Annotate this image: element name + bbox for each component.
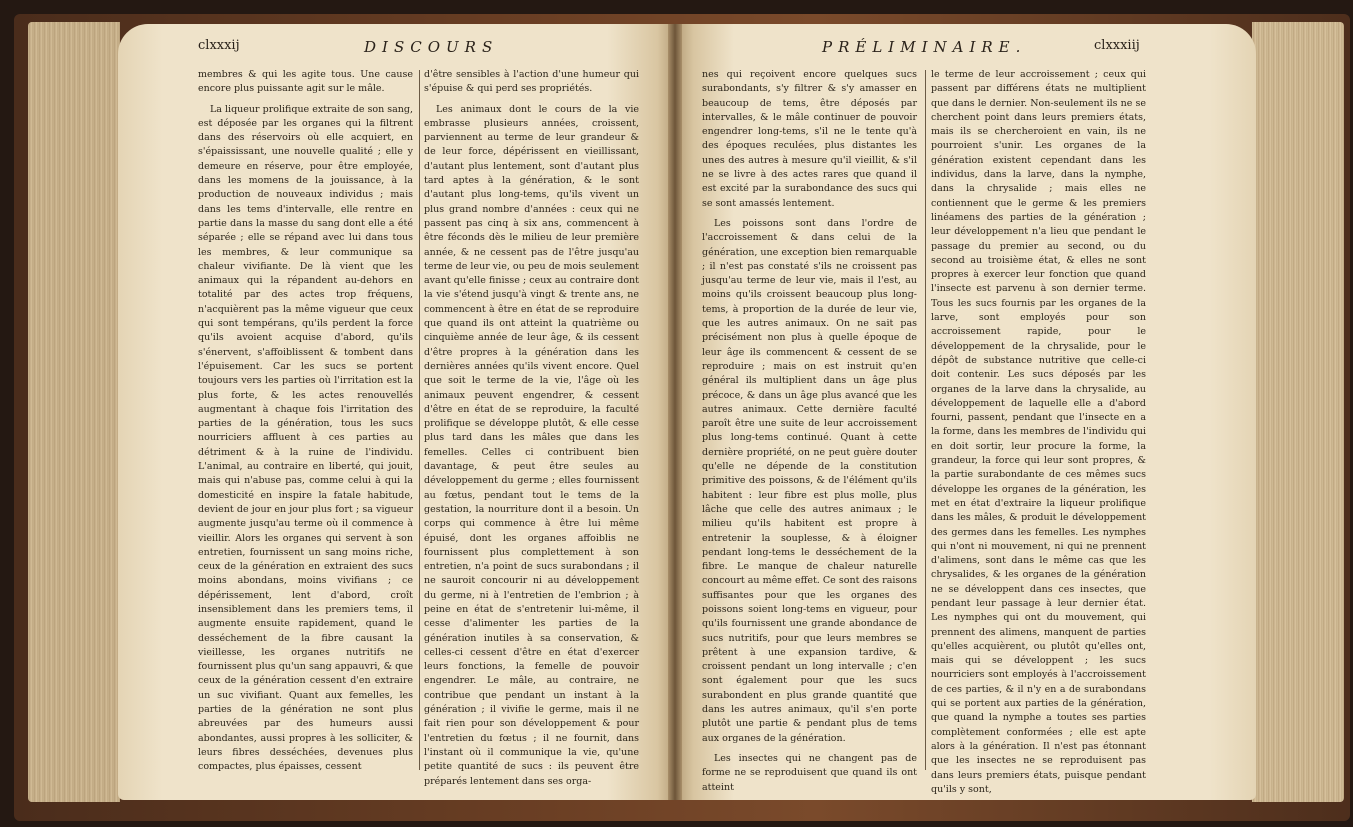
paragraph: Les poissons sont dans l'ordre de l'accroissement & dans celui de la génération, une exception bien remarquable ; il n'est pas constaté s'ils ne croissent pas jusqu'au terme de leur vie, mais il l'est, au moins qu'ils croissent beaucoup plus long-tems, à proportion de la durée de leur vie, que les autres animaux. On ne sait pas précisément non plus à quelle époque de leur âge ils commencent & cessent de se reproduire ; mais on est instruit qu'en général ils multiplient dans un âge plus précoce, & dans un âge plus avancé que les autres animaux. Cette dernière faculté paroît être une suite de leur accroissement plus long-tems continué. Quant à cette dernière propriété, on ne peut guère douter qu'elle ne dépende de la constitution primitive des poissons, & de l'élément qu'ils habitent : leur fibre est plus molle, plus lâche que celle des autres animaux ; le milieu qu'ils habitent est propre à entretenir la souplesse, & à éloigner pendant long-tems le desséchement de la fibre. Le manque de chaleur naturelle concourt au même effet. Ce sont des raisons suffisantes pour que les organes des poissons soient long-tems en vigueur, pour qu'ils fournissent une grande abondance de sucs nutritifs, pour que leurs membres se prêtent à une expansion tardive, & croissent pendant un long intervalle ; c'en sont également pour que les sucs surabondent en plus grande quantité que dans les autres animaux, qu'il s'en porte plutôt une partie & pendant plus de tems aux organes de la génération. [702,217,917,744]
right-page-number: clxxxiij [1094,38,1140,53]
paragraph: La liqueur prolifique extraite de son sang, est déposée par les organes qui la filtrent dans des réservoirs où elle acquiert, en s'épaississant, une nouvelle qualité ; elle y demeure en réserve, pour être employée, dans les momens de la jouissance, à la production de nouveaux individus ; mais dans les tems d'intervalle, elle rentre en partie dans la masse du sang dont elle a été séparée ; elle se répand avec lui dans tous les membres, & leur communique sa chaleur vivifiante. De là vient que les animaux qui la répandent au-dehors en totalité par des actes trop fréquens, n'acquièrent pas la même vigueur que ceux qui sont tempérans, qu'ils perdent la force qu'ils avoient acquise d'abord, qu'ils s'énervent, s'affoiblissent & tombent dans l'épuisement. Car les sucs se portent toujours vers les parties où l'irritation est la plus forte, & les actes renouvellés augmentant à chaque fois l'irritation des parties de la génération, tous les sucs nourriciers affluent à ces parties au détriment & à la ruine de l'individu. L'animal, au contraire en liberté, qui jouit, mais qui n'abuse pas, comme celui à qui la domesticité en inspire la fatale habitude, devient de jour en jour plus fort ; sa vigueur augmente jusqu'au terme où il commence à vieillir. Alors les organes qui servent à son entretien, fournissent un sang moins riche, ceux de la génération en extraient des sucs moins abondans, moins vivifians ; ce dépérissement, lent d'abord, croît insensiblement dans les premiers tems, il augmente ensuite rapidement, quand le desséchement de la fibre causant la vieillesse, les organes nutritifs ne fournissent plus qu'un sang appauvri, & que ceux de la génération cessent d'en extraire un suc vivifiant. Quant aux femelles, les parties de la génération ne sont plus abreuvées par des humeurs aussi abondantes, aussi propres à les solliciter, & leurs fibres desséchées, devenues plus compactes, plus épaisses, cessent [198,103,413,773]
paragraph: membres & qui les agite tous. Une cause encore plus puissante agit sur le mâle. [198,69,413,95]
left-column-2 [424,68,639,787]
paragraph: le terme de leur accroissement ; ceux qui passent par différens états ne multiplient que dans le dernier. Non-seulement ils ne se cherchent point dans leurs premiers états, mais ils se chercheroient en vain, ils ne pourroient s'unir. Les organes de la génération existent cependant dans les individus, dans la larve, dans la nymphe, dans la chrysalide ; mais elles ne contiennent que le germe & les premiers linéamens des parties de la génération ; leur développement n'a lieu que pendant le passage du premier au second, ou du second au troisième état, & elles ne sont propres à exercer leur fonction que quand l'insecte est parvenu à son dernier terme. Tous les sucs fournis par les organes de la larve, sont employés pour son accroissement rapide, pour le développement de la chrysalide, pour le dépôt de substance nutritive que celle-ci doit contenir. Les sucs déposés par les organes de la larve dans la chrysalide, au développement de laquelle elle a d'abord fourni, passent, pendant que l'insecte en a la forme, dans les membres de l'individu qui en doit sortir, leur procure la forme, la grandeur, la force qui leur sont propres, & la partie surabondante de ces mêmes sucs développe les organes de la génération, les met en état d'extraire la liqueur prolifique dans les mâles, & produit le développement des germes dans les femelles. Les nymphes qui n'ont ni mouvement, ni qui ne prennent d'alimens, sont dans le même cas que les chrysalides, & les organes de la génération ne se développent dans ces insectes, que pendant leur passage à leur dernier état. Les nymphes qui ont du mouvement, qui prennent des alimens, manquent de parties qu'elles acquièrent, ou plutôt qu'elles ont, mais qui se développent ; les sucs nourriciers sont employés à l'accroissement de ces parties, & il n'y en a de surabondans qui se portent aux parties de la génération, que quand la nymphe a toutes ses parties complètement conformées ; elle est apte alors à la génération. Il n'est pas étonnant que les insectes ne se reproduisent pas dans leurs premiers états, puisque pendant qu'ils y sont, [931,69,1146,795]
column-rule [419,70,420,770]
paragraph: d'être sensibles à l'action d'une humeur qui s'épuise & qui perd ses propriétés. [424,69,639,95]
book-gutter [668,24,682,800]
paragraph: Les insectes qui ne changent pas de forme ne se reproduisent que quand ils ont atteint [702,752,917,793]
paragraph: Les animaux dont le cours de la vie embrasse plusieurs années, croissent, parviennent au terme de leur grandeur & de leur force, dépérissent en vieillissant, d'autant plus lentement, sont d'autant plus tard aptes à la génération, & le sont d'autant plus long-tems, qu'ils vivent un plus grand nombre d'années : ceux qui ne passent pas cinq à six ans, commencent à être féconds dès le milieu de leur première année, & ne cessent pas de l'être jusqu'au terme de leur vie, ou peu de mois seulement avant qu'elle finisse ; ceux au contraire dont la vie s'étend jusqu'à vingt & trente ans, ne commencent à être en état de se reproduire que quand ils ont atteint la quatrième ou cinquième année de leur âge, & ils cessent d'être propres à la génération dans les dernières années qu'ils vivent encore. Quel que soit le terme de la vie, l'âge où les animaux peuvent engendrer, & cessent d'être en état de se reproduire, la faculté prolifique se développe plutôt, & elle cesse plus tard dans les mâles que dans les femelles. Celles ci contribuent bien davantage, & peut être seules au développement du germe ; elles fournissent au fœtus, pendant tout le tems de la gestation, la nourriture dont il a besoin. Un corps qui commence à être lui même épuisé, dont les organes affoiblis ne fournissent plus complettement à son entretien, n'a point de sucs surabondans ; il ne sauroit concourir ni au développement du germe, ni à l'entretien de l'embrion ; à peine en état de s'entretenir lui-même, il cesse d'alimenter les parties de la génération inutiles à sa conservation, & celles-ci cessent d'être en état d'exercer leurs fonctions, la femelle de pouvoir engendrer. Le mâle, au contraire, ne contribue que pendant un instant à la génération ; il vivifie le germe, mais il ne fait rien pour son développement & pour l'entretien du fœtus ; il ne fournit, dans l'instant où il communique la vie, qu'une petite quantité de sucs : ils peuvent être préparés lentement dans ses orga- [424,103,639,787]
left-running-head: DISCOURS [364,38,499,56]
paragraph: nes qui reçoivent encore quelques sucs surabondants, s'y filtrer & s'y amasser en beaucoup de tems, être déposés par intervalles, & le mâle continuer de pouvoir engendrer long-tems, s'il ne le tente qu'à des époques reculées, plus distantes les unes des autres à mesure qu'il vieillit, & s'il ne se livre à des actes rares que quand il est excité par la surabondance des sucs qui se sont amassés lentement. [702,69,917,209]
left-column-1 [198,68,413,772]
column-rule [925,70,926,770]
left-page-number: clxxxij [198,38,240,53]
right-column-1 [702,68,917,793]
page-edges-right [1252,22,1344,802]
right-column-2 [931,68,1146,795]
page-edges-left [28,22,120,802]
right-running-head: PRÉLIMINAIRE. [822,38,1027,56]
